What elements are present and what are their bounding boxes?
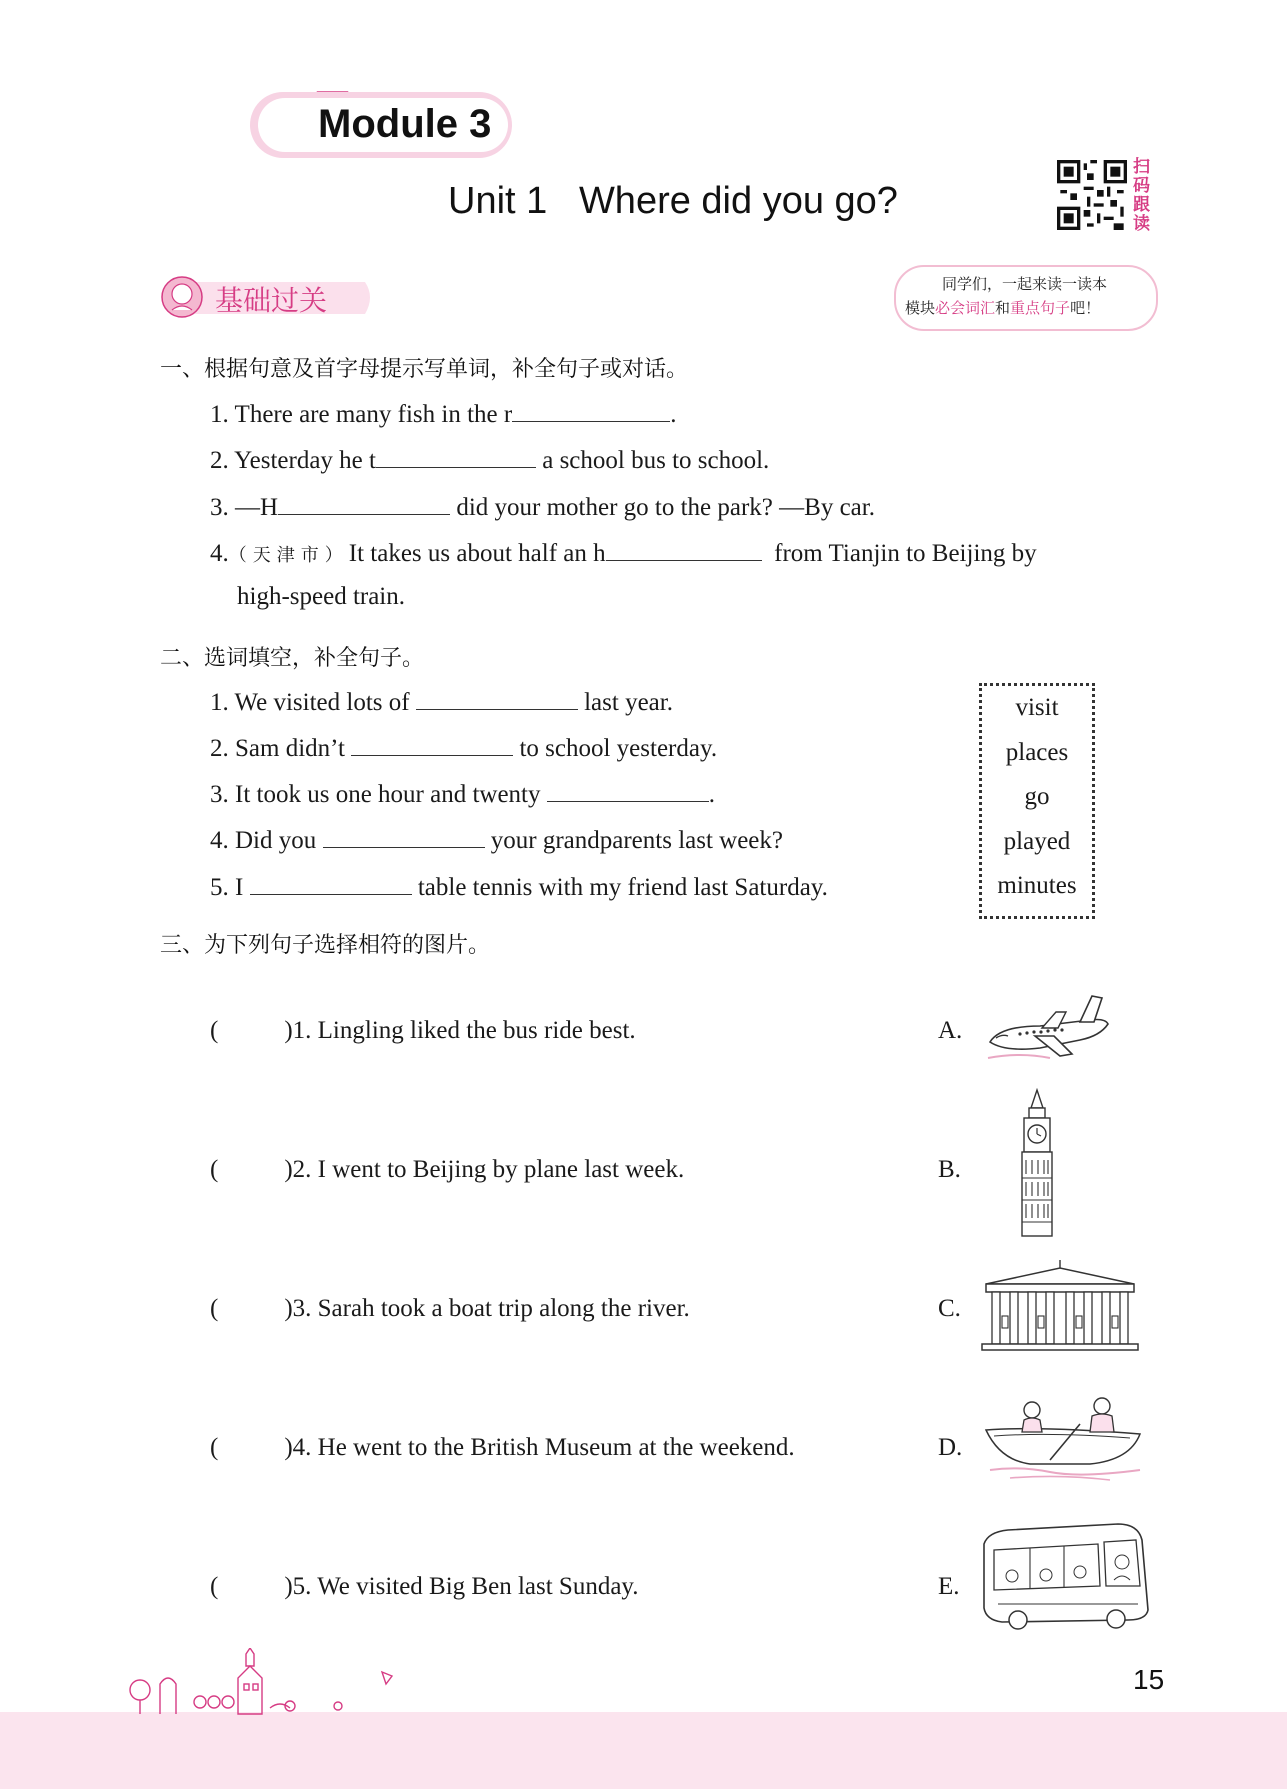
part2-question-4: 4. Did you your grandparents last week? — [210, 823, 783, 855]
option-label-d: D. — [938, 1434, 963, 1461]
answer-paren[interactable]: ( — [210, 1295, 219, 1322]
word-bank-item: minutes — [997, 872, 1077, 899]
answer-blank[interactable] — [606, 536, 762, 561]
part2-question-2: 2. Sam didn’t to school yesterday. — [210, 731, 717, 763]
answer-paren[interactable]: ( — [210, 1434, 219, 1461]
page-number: 15 — [1133, 1664, 1165, 1695]
word-bank-item: go — [1024, 783, 1050, 810]
bubble-text-line2: 模块必会词汇和重点句子吧！ — [905, 299, 1101, 317]
answer-blank[interactable] — [250, 870, 412, 895]
answer-blank[interactable] — [416, 685, 578, 710]
part2-heading: 二、选词填空，补全句子。 — [160, 646, 425, 671]
part1-heading: 一、根据句意及首字母提示写单词，补全句子或对话。 — [160, 357, 689, 382]
part1-question-2: 2. Yesterday he t a school bus to school. — [210, 443, 769, 475]
match-item-4: ( )4. He went to the British Museum at the weekend. — [210, 1434, 795, 1461]
answer-blank[interactable] — [376, 443, 536, 468]
module-title: Module 3 — [318, 102, 492, 146]
answer-blank[interactable] — [278, 490, 450, 515]
part1-question-4: 4.（天津市）It takes us about half an h from Tianjin to Beijing by — [210, 536, 1037, 568]
bubble-text-line1: 同学们，一起来读一读本 — [942, 275, 1108, 293]
word-bank-item: visit — [1015, 694, 1059, 721]
match-item-5: ( )5. We visited Big Ben last Sunday. — [210, 1573, 639, 1600]
museum-illustration-icon — [980, 1258, 1140, 1353]
part1-question-1: 1. There are many fish in the r . — [210, 397, 676, 429]
footer-band — [0, 1712, 1287, 1789]
word-bank-item: places — [1005, 738, 1069, 766]
answer-paren[interactable]: ( — [210, 1156, 219, 1183]
word-bank — [979, 683, 1095, 919]
option-label-b: B. — [938, 1156, 961, 1183]
word-bank-item: played — [1003, 827, 1071, 855]
bus-illustration-icon — [978, 1520, 1153, 1630]
footer-town-illustration-icon — [120, 1648, 400, 1718]
match-item-1: ( )1. Lingling liked the bus ride best. — [210, 1017, 636, 1044]
part2-question-3: 3. It took us one hour and twenty . — [210, 777, 715, 809]
unit-title: Unit 1 Where did you go? — [448, 180, 898, 222]
big-ben-illustration-icon — [1012, 1088, 1062, 1238]
part1-question-4-cont: high-speed train. — [237, 583, 406, 610]
match-item-3: ( )3. Sarah took a boat trip along the river. — [210, 1295, 690, 1322]
qr-caption: 扫码跟读 — [1133, 157, 1150, 234]
qr-code-icon[interactable] — [1057, 160, 1127, 230]
plane-illustration-icon — [980, 990, 1120, 1070]
answer-blank[interactable] — [547, 777, 709, 802]
option-label-e: E. — [938, 1573, 960, 1600]
part2-question-1: 1. We visited lots of last year. — [210, 685, 673, 717]
answer-blank[interactable] — [323, 823, 485, 848]
section-title: 基础过关 — [215, 284, 328, 317]
option-label-c: C. — [938, 1295, 961, 1322]
answer-paren[interactable]: ( — [210, 1573, 219, 1600]
answer-blank[interactable] — [351, 731, 513, 756]
part1-question-3: 3. —H did your mother go to the park? —By car. — [210, 490, 875, 522]
boat-illustration-icon — [980, 1390, 1150, 1485]
part3-heading: 三、为下列句子选择相符的图片。 — [160, 933, 491, 958]
answer-paren[interactable]: ( — [210, 1017, 219, 1044]
part2-question-5: 5. I table tennis with my friend last Saturday. — [210, 870, 828, 902]
answer-blank[interactable] — [512, 397, 670, 422]
option-label-a: A. — [938, 1017, 963, 1044]
match-item-2: ( )2. I went to Beijing by plane last week. — [210, 1156, 685, 1183]
